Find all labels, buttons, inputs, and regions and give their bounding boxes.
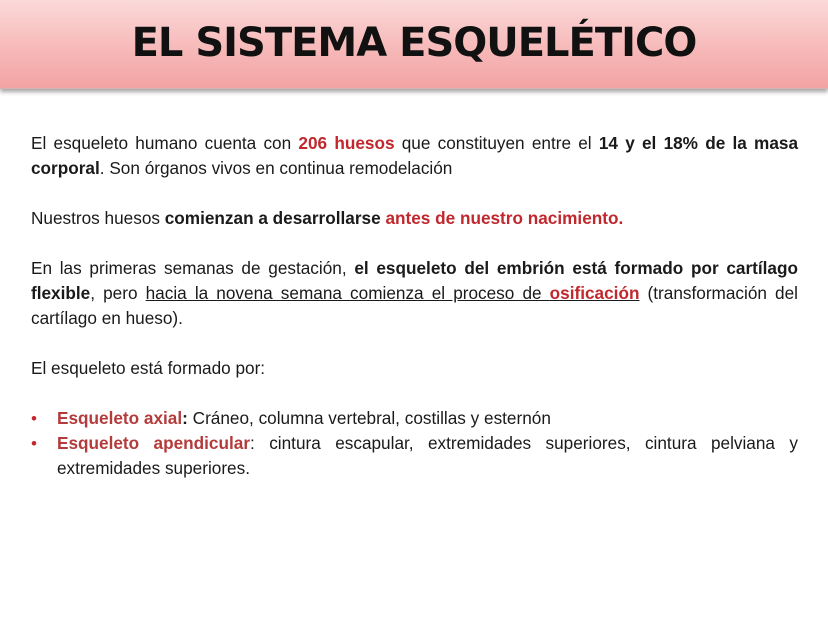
p1-highlight-206: 206 huesos (298, 133, 395, 153)
paragraph-ossification (31, 256, 798, 331)
p2-text-1: Nuestros huesos (31, 208, 165, 228)
slide-body (31, 131, 798, 481)
p3-bold: el esqueleto del embrión está formado por cartílago flexible (31, 258, 798, 303)
skeleton-parts-list (31, 406, 798, 481)
p1-text-3: . Son órganos vivos en continua remodelación (99, 158, 453, 178)
p3-underlined-text: hacia la novena semana comienza el proceso de (145, 283, 550, 303)
list-item-axial (31, 406, 798, 431)
axial-description: Cráneo, columna vertebral, costillas y esternón (187, 408, 551, 428)
p4-text: El esqueleto está formado por: (31, 358, 266, 378)
p3-highlight-ossification: osificación (549, 283, 640, 303)
p1-bold-mass: 14 y el 18% de la masa corporal (31, 133, 799, 178)
p2-highlight: antes de nuestro nacimiento. (385, 208, 624, 228)
p3-text-2: , pero (90, 283, 146, 303)
term-axial-colon: : (182, 408, 188, 428)
paragraph-composition (31, 356, 798, 381)
paragraph-bone-count (31, 131, 798, 181)
p1-text-2: que constituyen entre el (394, 133, 599, 153)
slide-title: EL SISTEMA ESQUELÉTICO (131, 20, 697, 66)
p3-text-3: (transformación del cartílago en hueso). (31, 283, 798, 328)
term-appendicular-colon: : (250, 433, 255, 453)
p3-underlined (146, 283, 640, 303)
bullet-icon: • (31, 409, 37, 428)
list-item-appendicular (31, 431, 798, 481)
title-banner (0, 0, 828, 89)
term-appendicular: Esqueleto apendicular (57, 433, 251, 453)
p2-bold: comienzan a desarrollarse (164, 208, 381, 228)
bullet-icon: • (31, 434, 37, 453)
p1-text-1: El esqueleto humano cuenta con (31, 133, 299, 153)
term-axial: Esqueleto axial (57, 408, 183, 428)
appendicular-description: cintura escapular, extremidades superiores, cintura pelviana y extremidades superiores. (57, 433, 798, 478)
paragraph-development (31, 206, 798, 231)
p3-text-1: En las primeras semanas de gestación, (31, 258, 355, 278)
